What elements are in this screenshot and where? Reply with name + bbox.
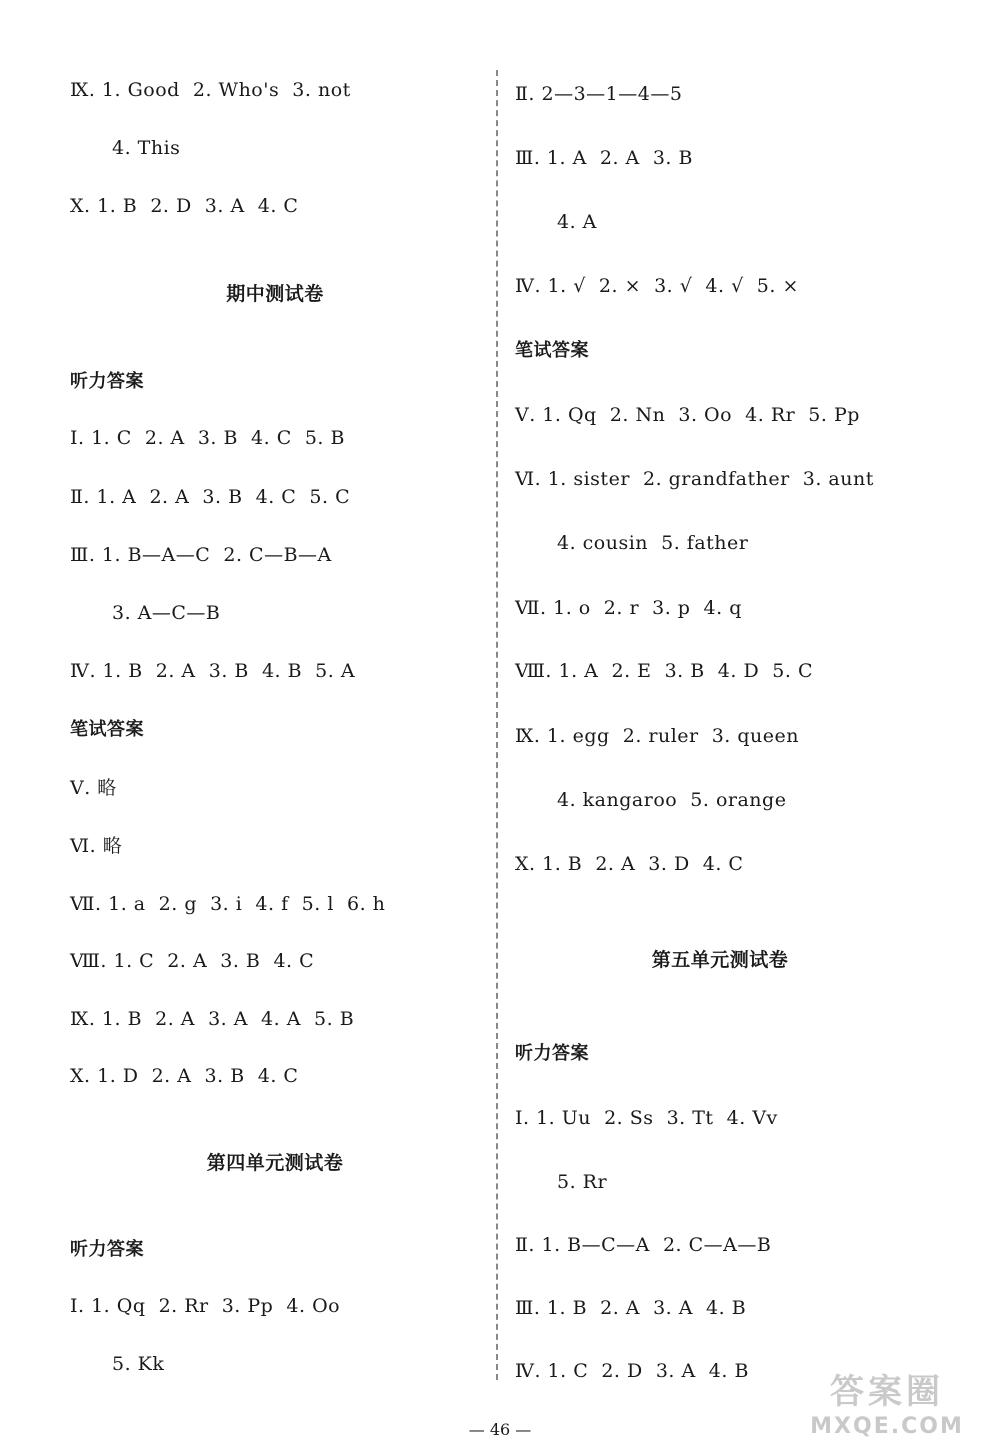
- answer-line: 5. Kk: [112, 1353, 165, 1375]
- answer-line: Ⅹ. 1. B 2. D 3. A 4. C: [70, 195, 299, 217]
- watermark-text-bottom: MXQE.COM: [810, 1414, 964, 1439]
- answer-line: Ⅳ. 1. √ 2. × 3. √ 4. √ 5. ×: [515, 275, 799, 297]
- answer-line: Ⅸ. 1. egg 2. ruler 3. queen: [515, 725, 799, 747]
- watermark-logo: [792, 1370, 982, 1448]
- answer-line: Ⅷ. 1. C 2. A 3. B 4. C: [70, 950, 315, 972]
- answer-line: 4. A: [557, 211, 597, 233]
- answer-line: Ⅸ. 1. Good 2. Who's 3. not: [70, 79, 351, 101]
- watermark-text-top: 答案圈: [830, 1372, 944, 1412]
- answer-line: Ⅴ. 略: [70, 777, 117, 799]
- answer-line: Ⅲ. 1. B 2. A 3. A 4. B: [515, 1297, 747, 1319]
- answer-line: Ⅰ. 1. Uu 2. Ss 3. Tt 4. Vv: [515, 1107, 778, 1129]
- answer-line: Ⅵ. 1. sister 2. grandfather 3. aunt: [515, 468, 874, 490]
- subsection-heading: 听力答案: [515, 1043, 589, 1064]
- answer-line: Ⅵ. 略: [70, 835, 123, 857]
- answer-line: Ⅱ. 1. B—C—A 2. C—A—B: [515, 1234, 772, 1256]
- answer-line: Ⅰ. 1. C 2. A 3. B 4. C 5. B: [70, 427, 345, 449]
- answer-line: Ⅴ. 1. Qq 2. Nn 3. Oo 4. Rr 5. Pp: [515, 404, 860, 426]
- subsection-heading: 听力答案: [70, 371, 144, 392]
- column-divider: [496, 70, 498, 1380]
- subsection-heading: 笔试答案: [70, 719, 144, 740]
- answer-line: 5. Rr: [557, 1171, 608, 1193]
- section-heading: 第五单元测试卷: [651, 949, 789, 971]
- answer-line: Ⅹ. 1. B 2. A 3. D 4. C: [515, 853, 744, 875]
- answer-line: 4. This: [112, 137, 181, 159]
- subsection-heading: 听力答案: [70, 1239, 144, 1260]
- answer-line: Ⅱ. 2—3—1—4—5: [515, 83, 683, 105]
- section-heading: 第四单元测试卷: [206, 1152, 344, 1174]
- answer-line: Ⅶ. 1. o 2. r 3. p 4. q: [515, 597, 742, 619]
- answer-line: Ⅸ. 1. B 2. A 3. A 4. A 5. B: [70, 1008, 355, 1030]
- answer-line: Ⅲ. 1. A 2. A 3. B: [515, 147, 693, 169]
- answer-line: Ⅳ. 1. C 2. D 3. A 4. B: [515, 1360, 749, 1382]
- answer-line: Ⅳ. 1. B 2. A 3. B 4. B 5. A: [70, 660, 356, 682]
- answer-line: 3. A—C—B: [112, 602, 221, 624]
- answer-line: Ⅰ. 1. Qq 2. Rr 3. Pp 4. Oo: [70, 1295, 341, 1317]
- page-number: — 46 —: [468, 1420, 532, 1439]
- answer-line: Ⅷ. 1. A 2. E 3. B 4. D 5. C: [515, 660, 813, 682]
- answer-line: Ⅲ. 1. B—A—C 2. C—B—A: [70, 544, 332, 566]
- section-heading: 期中测试卷: [226, 283, 324, 305]
- answer-line: Ⅹ. 1. D 2. A 3. B 4. C: [70, 1065, 299, 1087]
- subsection-heading: 笔试答案: [515, 340, 589, 361]
- answer-line: Ⅱ. 1. A 2. A 3. B 4. C 5. C: [70, 486, 351, 508]
- answer-line: 4. kangaroo 5. orange: [557, 789, 787, 811]
- answer-line: Ⅶ. 1. a 2. g 3. i 4. f 5. l 6. h: [70, 893, 386, 915]
- answer-line: 4. cousin 5. father: [557, 532, 749, 554]
